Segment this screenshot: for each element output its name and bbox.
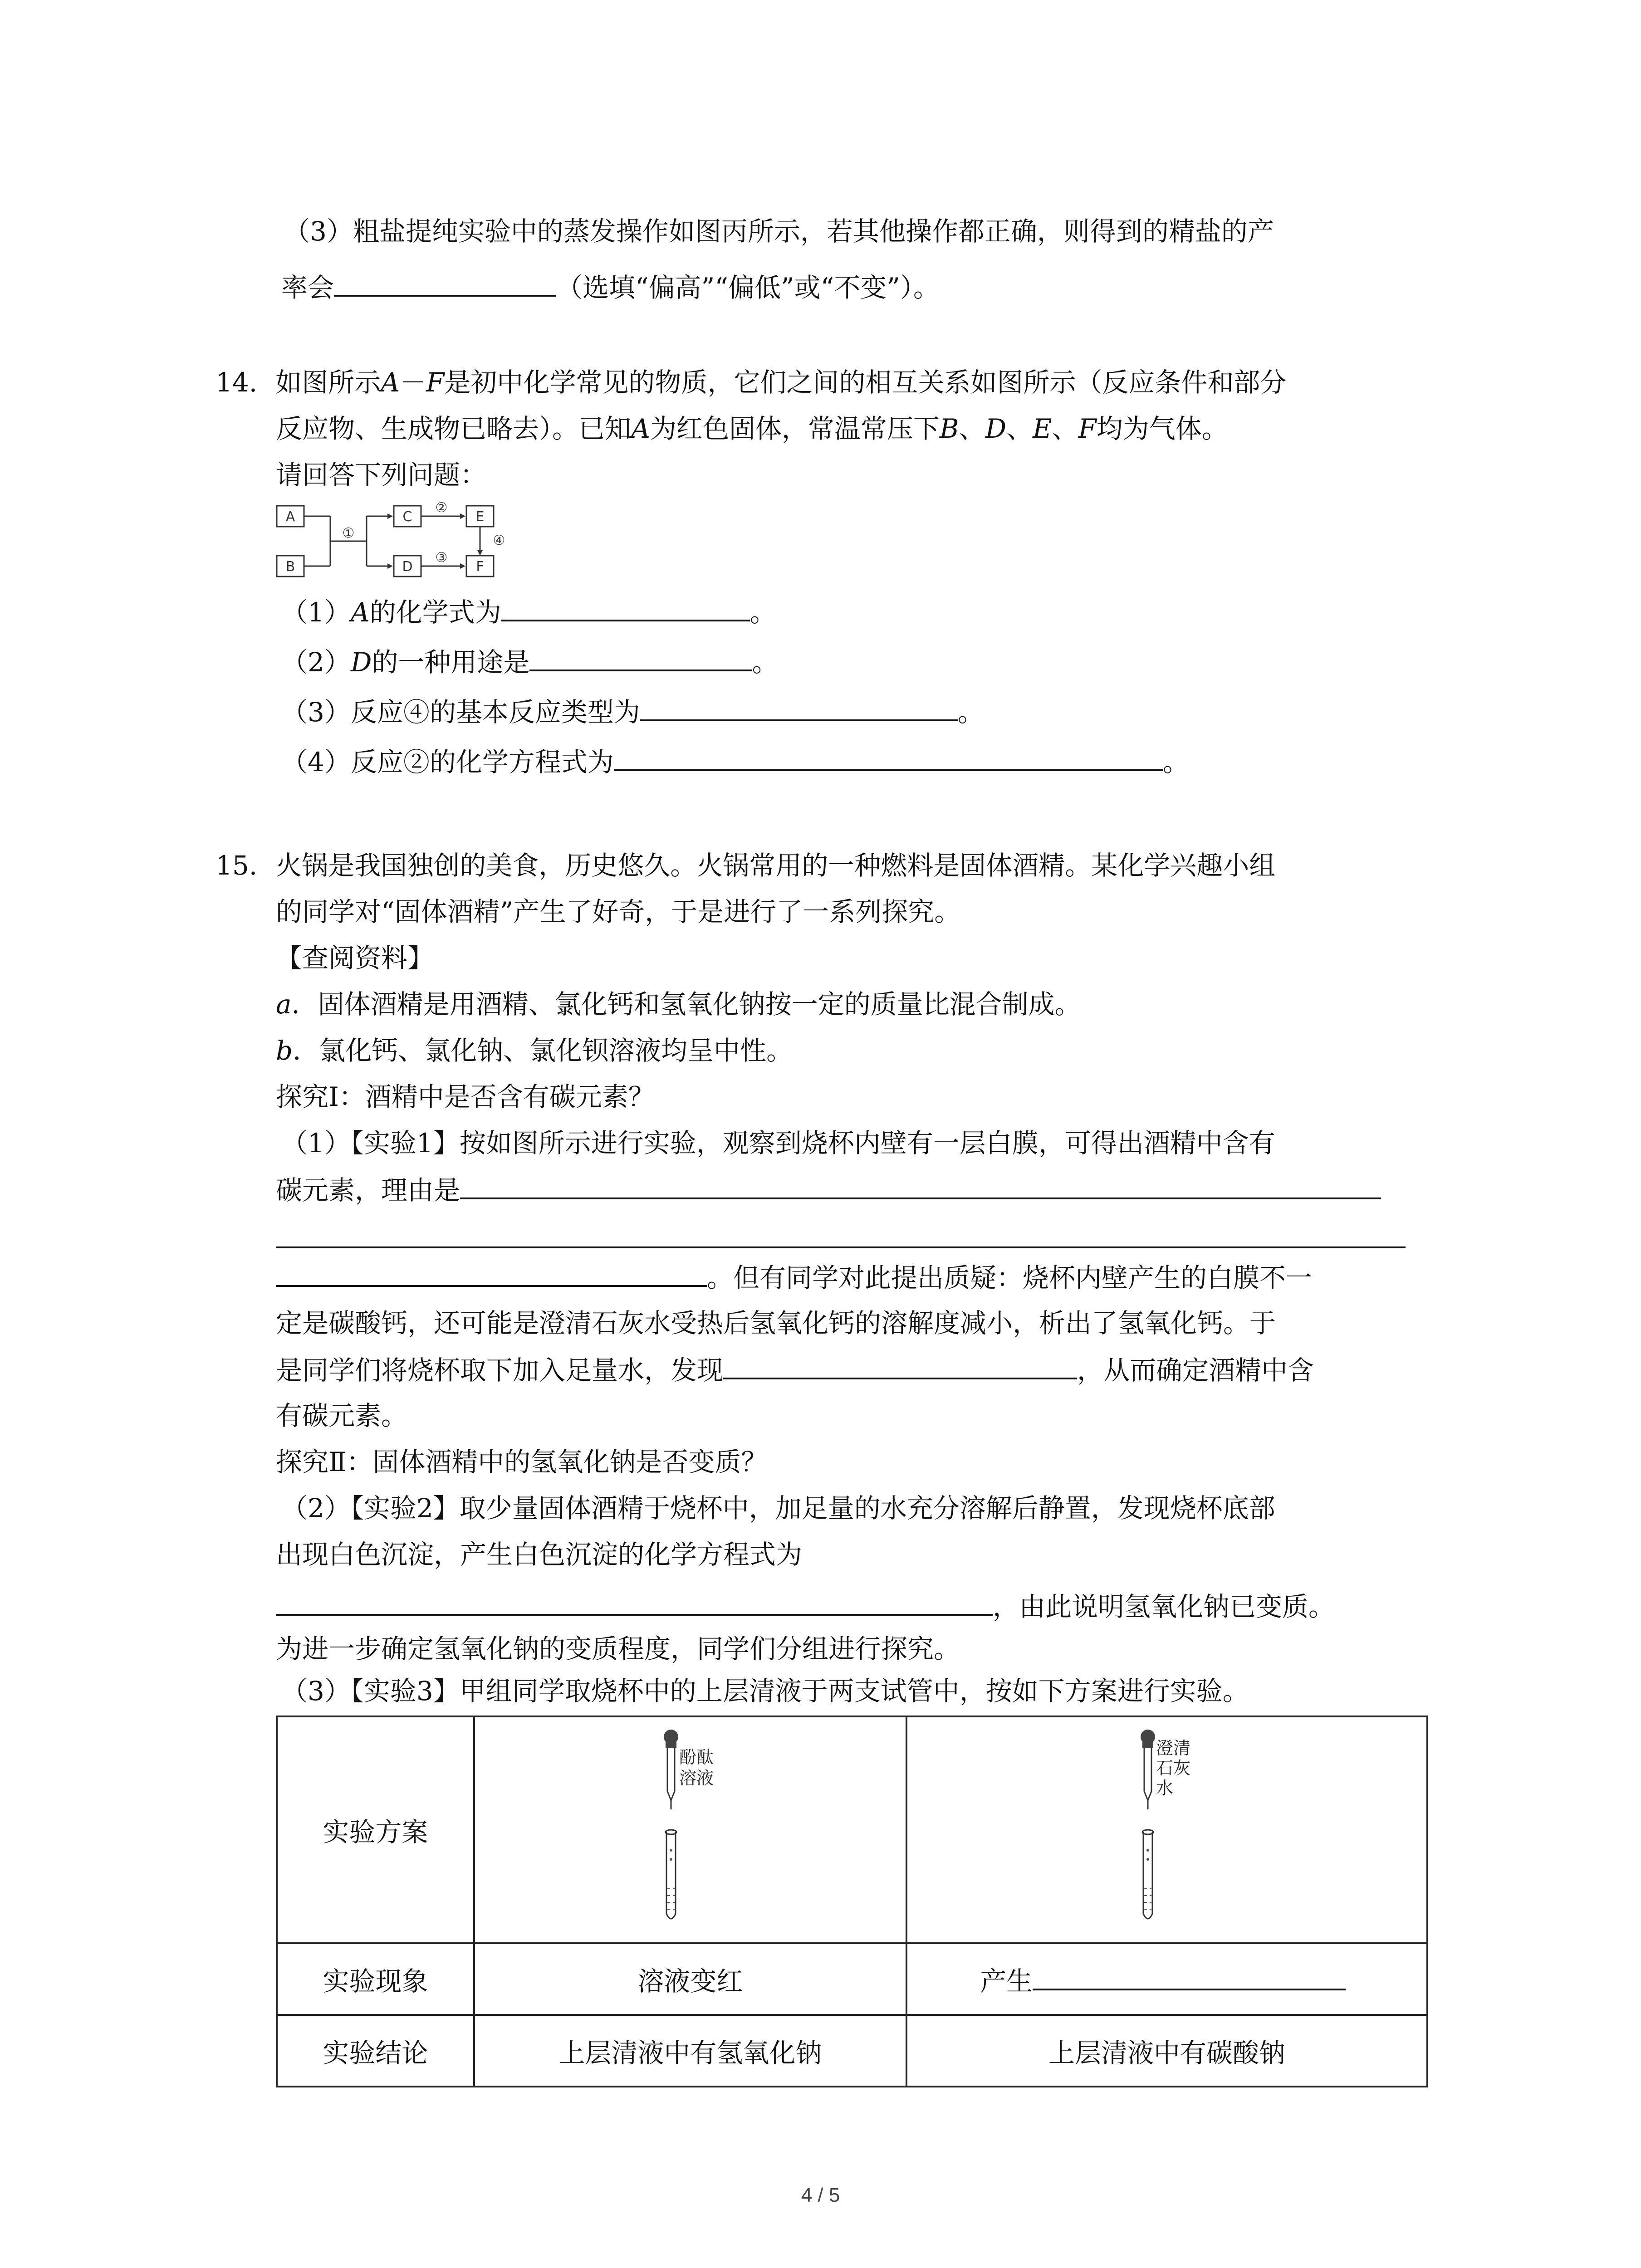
phenomenon-1: 溶液变红	[474, 1943, 906, 2015]
answer-blank-precipitate-equation[interactable]	[276, 1588, 993, 1616]
answer-blank-reaction-type[interactable]	[640, 693, 958, 721]
q15-exp2-line1: （2）【实验2】取少量固体酒精于烧杯中，加足量的水充分溶解后静置，发现烧杯底部	[281, 1493, 1275, 1524]
q14-number: 14.	[216, 367, 258, 398]
answer-blank-observation[interactable]	[723, 1351, 1077, 1379]
q13-part3-post: （选填“偏高”“偏低”或“不变”）。	[556, 272, 940, 303]
conclusion-2: 上层清液中有碳酸钠	[906, 2015, 1427, 2087]
q15-explore1: 探究Ⅰ：酒精中是否含有碳元素？	[276, 1081, 655, 1112]
q14-line1: 14. 如图所示A－F是初中化学常见的物质，它们之间的相互关系如图所示（反应条件和部分	[216, 367, 1287, 398]
q14-part4: （4）反应②的化学方程式为 。	[281, 743, 1189, 780]
q15-exp2-line4: 为进一步确定氢氧化钠的变质程度，同学们分组进行探究。	[276, 1633, 960, 1664]
q15-ref-b: b．氯化钙、氯化钠、氯化钡溶液均呈中性。	[276, 1035, 793, 1066]
plan-phenolphthalein	[474, 1716, 906, 1943]
q14-part3: （3）反应④的基本反应类型为 。	[281, 693, 984, 730]
q15-exp1-line6: 是同学们将烧杯取下加入足量水，发现 ，从而确定酒精中含	[276, 1351, 1314, 1388]
table-row-phenomenon	[277, 1943, 1427, 2015]
reagent1-line2: 溶液	[679, 1768, 714, 1788]
answer-blank-reason-c[interactable]	[276, 1259, 707, 1287]
row-head-conclusion: 实验结论	[277, 2015, 474, 2087]
q15-exp2-line2: 出现白色沉淀，产生白色沉淀的化学方程式为	[276, 1539, 803, 1570]
q15-ref-heading: 【查阅资料】	[276, 943, 434, 973]
q15-exp1-line1: （1）【实验1】按如图所示进行实验，观察到烧杯内壁有一层白膜，可得出酒精中含有	[281, 1128, 1275, 1158]
table-row-plan	[277, 1716, 1427, 1943]
answer-blank-reason-b[interactable]	[276, 1246, 1406, 1248]
row-head-phenomenon: 实验现象	[277, 1943, 474, 2015]
reaction-label-4: ④	[493, 533, 505, 548]
plan-limewater	[906, 1716, 1427, 1943]
q13-part3-line2	[281, 269, 940, 306]
q15-exp1-line5: 定是碳酸钙，还可能是澄清石灰水受热后氢氧化钙的溶解度减小，析出了氢氧化钙。于	[276, 1308, 1276, 1339]
reagent2-line2: 石灰	[1156, 1758, 1190, 1778]
page-number: 4 / 5	[801, 2184, 840, 2206]
q15-exp2-line3: ，由此说明氢氧化钠已变质。	[276, 1588, 1335, 1625]
experiment-table	[276, 1716, 1428, 2087]
q14-part1: （1）A的化学式为 。	[281, 593, 776, 631]
node-D-label: D	[402, 559, 413, 575]
q13-part3-pre: 率会	[281, 272, 334, 303]
node-E-label: E	[475, 509, 485, 525]
answer-blank-reason-a[interactable]	[460, 1171, 1381, 1199]
reaction-label-1: ①	[342, 525, 355, 541]
answer-blank-a-formula[interactable]	[501, 593, 750, 621]
answer-blank-yield[interactable]	[334, 269, 556, 297]
node-C-label: C	[402, 509, 412, 525]
q14-line2: 反应物、生成物已略去）。已知A为红色固体，常温常压下B、D、E、F均为气体。	[276, 413, 1228, 444]
phenomenon-2: 产生	[906, 1943, 1427, 2015]
node-A-label: A	[285, 509, 295, 525]
q13-part3-line1: （3）粗盐提纯实验中的蒸发操作如图丙所示，若其他操作都正确，则得到的精盐的产	[284, 216, 1274, 247]
node-F-label: F	[476, 559, 484, 575]
conclusion-1: 上层清液中有氢氧化钠	[474, 2015, 906, 2087]
dropper-test-tube-1-icon	[599, 1723, 781, 1936]
row-head-plan: 实验方案	[277, 1716, 474, 1943]
q14-line3: 请回答下列问题：	[276, 459, 487, 490]
reagent1-line1: 酚酞	[679, 1747, 714, 1767]
answer-blank-phenomenon[interactable]	[1033, 1962, 1346, 1990]
q15-exp3-line1: （3）【实验3】甲组同学取烧杯中的上层清液于两支试管中，按如下方案进行实验。	[281, 1676, 1249, 1706]
q15-exp1-line7: 有碳元素。	[276, 1400, 408, 1431]
q15-ref-a: a．固体酒精是用酒精、氯化钙和氢氧化钠按一定的质量比混合制成。	[276, 989, 1081, 1020]
q15-exp1-line4: 。但有同学对此提出质疑：烧杯内壁产生的白膜不一	[276, 1259, 1312, 1296]
dropper-test-tube-2-icon	[1076, 1723, 1258, 1936]
reaction-label-2: ②	[435, 501, 448, 516]
reaction-label-3: ③	[435, 550, 448, 566]
q14-part2: （2）D的一种用途是 。	[281, 643, 778, 680]
q15-number: 15.	[216, 850, 258, 881]
table-row-conclusion	[277, 2015, 1427, 2087]
q15-explore2: 探究Ⅱ：固体酒精中的氢氧化钠是否变质？	[276, 1447, 768, 1477]
reagent2-line1: 澄清	[1156, 1738, 1190, 1758]
node-B-label: B	[285, 559, 295, 575]
q15-line1: 15. 火锅是我国独创的美食，历史悠久。火锅常用的一种燃料是固体酒精。某化学兴趣小组	[216, 850, 1276, 881]
relationship-diagram	[276, 501, 512, 583]
answer-blank-d-use[interactable]	[529, 643, 752, 671]
reagent2-line3: 水	[1156, 1778, 1173, 1798]
q15-line2: 的同学对“固体酒精”产生了好奇，于是进行了一系列探究。	[276, 896, 961, 927]
answer-blank-equation-2[interactable]	[614, 743, 1163, 771]
q15-exp1-line2: 碳元素，理由是	[276, 1171, 1381, 1208]
